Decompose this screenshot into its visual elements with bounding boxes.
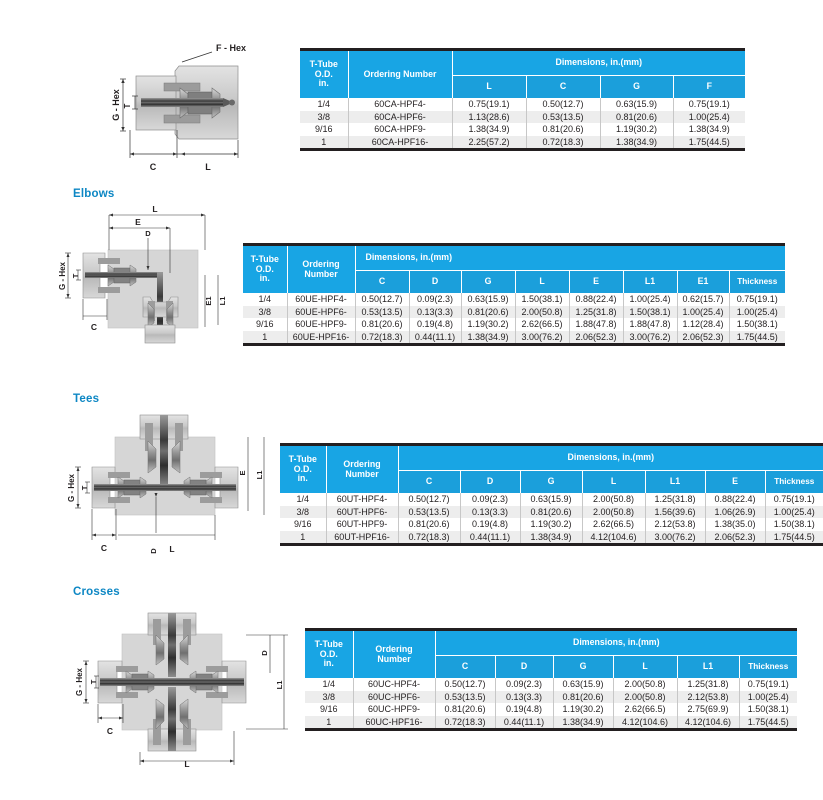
cell-dim: 1.38(34.9) [553, 716, 613, 730]
th-dim-C: C [398, 470, 460, 493]
cell-dim: 2.00(50.8) [515, 306, 569, 319]
label-l1: L1 [218, 296, 227, 306]
cell-tube: 3/8 [300, 111, 348, 124]
cell-order: 60UT-HPF4- [326, 493, 398, 506]
th-dim-L: L [515, 270, 569, 293]
th-dim-G: G [461, 270, 515, 293]
cell-order: 60CA-HPF9- [348, 123, 452, 136]
cell-tube: 1/4 [243, 293, 287, 306]
label-l1: L1 [275, 680, 284, 690]
cell-dim: 1.88(47.8) [569, 318, 623, 331]
th-dimensions-group: Dimensions, in.(mm) [398, 445, 823, 471]
cell-tube: 3/8 [305, 691, 353, 704]
cell-dim: 0.50(12.7) [355, 293, 409, 306]
label-l: L [152, 204, 158, 214]
label-c: C [100, 543, 108, 553]
cell-order: 60UE-HPF16- [287, 331, 355, 345]
label-e: E [238, 470, 247, 476]
cell-dim: 1.19(30.2) [600, 123, 673, 136]
th-dim-C: C [435, 655, 495, 678]
th-dim-L1: L1 [645, 470, 705, 493]
label-g-hex: G - Hex [67, 473, 76, 503]
table-row [280, 518, 823, 531]
cell-dim: 0.75(19.1) [673, 98, 745, 111]
th-tube-od: T-Tube O.D. in. [243, 245, 287, 294]
table-row [243, 306, 785, 319]
cell-dim: 2.00(50.8) [613, 678, 677, 691]
th-dim-F: F [673, 75, 745, 98]
th-dim-thickness: Thickness [729, 270, 785, 293]
cell-dim: 1.50(38.1) [515, 293, 569, 306]
cell-tube: 9/16 [280, 518, 326, 531]
cell-dim: 1.25(31.8) [569, 306, 623, 319]
table-row [243, 293, 785, 306]
cell-dim: 0.72(18.3) [355, 331, 409, 345]
cell-dim: 0.75(19.1) [739, 678, 797, 691]
table-row [305, 716, 797, 730]
cell-tube: 1 [300, 136, 348, 150]
table-elbows-body [243, 293, 785, 345]
cell-dim: 1.75(44.5) [673, 136, 745, 150]
cell-dim: 1.38(34.9) [520, 531, 582, 545]
cell-order: 60UC-HPF16- [353, 716, 435, 730]
cell-dim: 2.62(66.5) [515, 318, 569, 331]
cell-dim: 0.44(11.1) [460, 531, 520, 545]
table-row [300, 98, 745, 111]
cell-tube: 3/8 [280, 506, 326, 519]
th-dim-G: G [600, 75, 673, 98]
table-row [305, 691, 797, 704]
cell-order: 60UC-HPF6- [353, 691, 435, 704]
th-dim-L1: L1 [623, 270, 677, 293]
th-dim-D: D [460, 470, 520, 493]
cell-dim: 2.00(50.8) [582, 506, 645, 519]
drawing-tee [60, 415, 290, 565]
cell-tube: 1/4 [280, 493, 326, 506]
cell-dim: 0.63(15.9) [600, 98, 673, 111]
th-tube-od: T-Tube O.D. in. [280, 445, 326, 494]
label-g-hex: G - Hex [75, 667, 84, 697]
th-dim-D: D [409, 270, 461, 293]
cell-order: 60UC-HPF4- [353, 678, 435, 691]
th-dim-C: C [526, 75, 600, 98]
drawing-cross [60, 605, 310, 770]
cell-dim: 0.50(12.7) [435, 678, 495, 691]
cell-tube: 1 [305, 716, 353, 730]
table-row [280, 493, 823, 506]
table-tees-body [280, 493, 823, 545]
cell-dim: 1.75(44.5) [765, 531, 823, 545]
cell-dim: 0.19(4.8) [409, 318, 461, 331]
th-dim-G: G [520, 470, 582, 493]
cell-dim: 0.72(18.3) [526, 136, 600, 150]
cell-tube: 9/16 [300, 123, 348, 136]
cell-dim: 1.75(44.5) [729, 331, 785, 345]
label-t: T [89, 679, 98, 685]
th-dim-C: C [355, 270, 409, 293]
cell-order: 60UE-HPF9- [287, 318, 355, 331]
cell-tube: 1/4 [305, 678, 353, 691]
cell-order: 60CA-HPF4- [348, 98, 452, 111]
label-l: L [169, 544, 175, 554]
cell-dim: 1.56(39.6) [645, 506, 705, 519]
cell-order: 60UT-HPF9- [326, 518, 398, 531]
label-l: L [205, 162, 211, 172]
th-ordering-number: Ordering Number [348, 50, 452, 99]
cell-dim: 2.00(50.8) [582, 493, 645, 506]
table-row [300, 136, 745, 150]
cell-dim: 0.81(20.6) [520, 506, 582, 519]
cell-tube: 9/16 [243, 318, 287, 331]
cell-dim: 0.19(4.8) [495, 703, 553, 716]
cell-dim: 1.19(30.2) [553, 703, 613, 716]
cell-dim: 0.88(22.4) [705, 493, 765, 506]
cell-order: 60CA-HPF16- [348, 136, 452, 150]
th-dim-thickness: Thickness [739, 655, 797, 678]
cell-dim: 4.12(104.6) [677, 716, 739, 730]
cell-dim: 0.44(11.1) [495, 716, 553, 730]
th-dim-E: E [569, 270, 623, 293]
cell-dim: 0.50(12.7) [398, 493, 460, 506]
table-crosses-body [305, 678, 797, 730]
cell-dim: 2.62(66.5) [613, 703, 677, 716]
cell-dim: 0.81(20.6) [553, 691, 613, 704]
cell-dim: 1.00(25.4) [739, 691, 797, 704]
th-dim-D: D [495, 655, 553, 678]
table-row [243, 331, 785, 345]
cell-dim: 0.75(19.1) [452, 98, 526, 111]
th-dim-E: E [705, 470, 765, 493]
cell-dim: 1.38(34.9) [673, 123, 745, 136]
cell-dim: 1.19(30.2) [520, 518, 582, 531]
cell-dim: 0.13(3.3) [495, 691, 553, 704]
label-t: T [80, 485, 89, 491]
cell-dim: 2.12(53.8) [677, 691, 739, 704]
table-row [305, 678, 797, 691]
cell-dim: 1.50(38.1) [739, 703, 797, 716]
cell-dim: 0.09(2.3) [460, 493, 520, 506]
table-row [300, 111, 745, 124]
cross-diagram-svg [60, 605, 310, 770]
table-row [305, 703, 797, 716]
cell-order: 60UT-HPF6- [326, 506, 398, 519]
cell-dim: 1.50(38.1) [765, 518, 823, 531]
cell-dim: 0.63(15.9) [461, 293, 515, 306]
cell-dim: 1.13(28.6) [452, 111, 526, 124]
cell-tube: 1/4 [300, 98, 348, 111]
cell-dim: 0.53(13.5) [526, 111, 600, 124]
table-row [280, 506, 823, 519]
cell-order: 60CA-HPF6- [348, 111, 452, 124]
th-dim-L: L [582, 470, 645, 493]
cell-tube: 1 [243, 331, 287, 345]
cell-dim: 1.00(25.4) [673, 111, 745, 124]
cell-dim: 2.12(53.8) [645, 518, 705, 531]
table-row [280, 531, 823, 545]
cell-dim: 0.81(20.6) [398, 518, 460, 531]
label-f-hex: F - Hex [216, 43, 247, 53]
drawing-elbow [60, 205, 250, 355]
label-l1: L1 [255, 470, 264, 480]
cell-dim: 0.53(13.5) [355, 306, 409, 319]
table-unions [300, 48, 745, 151]
cell-dim: 2.06(52.3) [569, 331, 623, 345]
cell-dim: 4.12(104.6) [613, 716, 677, 730]
cell-dim: 4.12(104.6) [582, 531, 645, 545]
cell-dim: 0.13(3.3) [460, 506, 520, 519]
cell-dim: 0.72(18.3) [435, 716, 495, 730]
th-tube-od: T-Tube O.D. in. [305, 630, 353, 679]
cell-dim: 0.09(2.3) [495, 678, 553, 691]
cell-dim: 0.44(11.1) [409, 331, 461, 345]
cell-dim: 0.81(20.6) [461, 306, 515, 319]
cell-dim: 1.25(31.8) [677, 678, 739, 691]
table-crosses [305, 628, 797, 731]
cell-dim: 2.06(52.3) [677, 331, 729, 345]
cell-dim: 0.13(3.3) [409, 306, 461, 319]
union-diagram-svg [60, 30, 300, 180]
label-d: D [260, 650, 269, 656]
cell-order: 60UE-HPF4- [287, 293, 355, 306]
th-tube-od: T-Tube O.D. in. [300, 50, 348, 99]
label-e1: E1 [204, 296, 213, 306]
cell-dim: 1.00(25.4) [623, 293, 677, 306]
cell-dim: 0.63(15.9) [520, 493, 582, 506]
cell-tube: 9/16 [305, 703, 353, 716]
cell-dim: 2.06(52.3) [705, 531, 765, 545]
cell-dim: 0.53(13.5) [435, 691, 495, 704]
cell-order: 60UT-HPF16- [326, 531, 398, 545]
cell-dim: 1.50(38.1) [623, 306, 677, 319]
table-elbows [243, 243, 785, 346]
th-dimensions-group: Dimensions, in.(mm) [452, 50, 745, 76]
th-dimensions-group: Dimensions, in.(mm) [435, 630, 797, 656]
th-ordering-number: Ordering Number [326, 445, 398, 494]
cell-dim: 1.50(38.1) [729, 318, 785, 331]
cell-dim: 0.81(20.6) [355, 318, 409, 331]
cell-dim: 1.25(31.8) [645, 493, 705, 506]
cell-dim: 2.62(66.5) [582, 518, 645, 531]
label-d: D [149, 548, 158, 554]
cell-dim: 0.88(22.4) [569, 293, 623, 306]
label-c: C [106, 726, 114, 736]
th-dim-L: L [452, 75, 526, 98]
label-c: C [149, 162, 157, 172]
cell-dim: 1.00(25.4) [765, 506, 823, 519]
cell-dim: 1.75(44.5) [739, 716, 797, 730]
table-row [243, 318, 785, 331]
cell-dim: 3.00(76.2) [515, 331, 569, 345]
cell-dim: 1.38(34.9) [600, 136, 673, 150]
heading-crosses: Crosses [73, 586, 120, 598]
cell-dim: 0.81(20.6) [600, 111, 673, 124]
cell-dim: 3.00(76.2) [623, 331, 677, 345]
cell-dim: 0.50(12.7) [526, 98, 600, 111]
cell-dim: 2.00(50.8) [613, 691, 677, 704]
cell-dim: 3.00(76.2) [645, 531, 705, 545]
cell-dim: 2.25(57.2) [452, 136, 526, 150]
cell-dim: 0.09(2.3) [409, 293, 461, 306]
heading-elbows: Elbows [73, 188, 115, 200]
cell-order: 60UC-HPF9- [353, 703, 435, 716]
cell-dim: 0.81(20.6) [435, 703, 495, 716]
cell-dim: 0.19(4.8) [460, 518, 520, 531]
table-row [300, 123, 745, 136]
cell-tube: 1 [280, 531, 326, 545]
table-tees [280, 443, 823, 546]
label-t: T [123, 103, 132, 109]
th-ordering-number: Ordering Number [353, 630, 435, 679]
cell-dim: 0.75(19.1) [729, 293, 785, 306]
th-dim-thickness: Thickness [765, 470, 823, 493]
th-dim-L1: L1 [677, 655, 739, 678]
th-dimensions-group: Dimensions, in.(mm) [355, 245, 785, 271]
cell-order: 60UE-HPF6- [287, 306, 355, 319]
label-d: D [145, 229, 151, 238]
cell-dim: 1.12(28.4) [677, 318, 729, 331]
label-c: C [90, 322, 98, 332]
tee-diagram-svg [60, 415, 290, 565]
label-l: L [184, 759, 190, 769]
cell-dim: 0.53(13.5) [398, 506, 460, 519]
th-dim-G: G [553, 655, 613, 678]
cell-dim: 1.06(26.9) [705, 506, 765, 519]
drawing-union [60, 30, 300, 180]
th-dim-E1: E1 [677, 270, 729, 293]
label-g-hex: G - Hex [58, 261, 67, 291]
cell-dim: 1.38(35.0) [705, 518, 765, 531]
cell-dim: 1.38(34.9) [461, 331, 515, 345]
cell-dim: 1.19(30.2) [461, 318, 515, 331]
th-ordering-number: Ordering Number [287, 245, 355, 294]
cell-dim: 1.00(25.4) [677, 306, 729, 319]
cell-dim: 0.75(19.1) [765, 493, 823, 506]
cell-dim: 1.38(34.9) [452, 123, 526, 136]
cell-dim: 0.72(18.3) [398, 531, 460, 545]
cell-dim: 0.63(15.9) [553, 678, 613, 691]
cell-dim: 1.88(47.8) [623, 318, 677, 331]
cell-dim: 2.75(69.9) [677, 703, 739, 716]
table-unions-body [300, 98, 745, 150]
cell-dim: 0.62(15.7) [677, 293, 729, 306]
cell-dim: 0.81(20.6) [526, 123, 600, 136]
th-dim-L: L [613, 655, 677, 678]
label-e: E [135, 217, 141, 227]
label-t: T [71, 273, 80, 279]
cell-tube: 3/8 [243, 306, 287, 319]
heading-tees: Tees [73, 393, 100, 405]
elbow-diagram-svg [60, 205, 250, 355]
label-g-hex: G - Hex [111, 89, 121, 121]
cell-dim: 1.00(25.4) [729, 306, 785, 319]
